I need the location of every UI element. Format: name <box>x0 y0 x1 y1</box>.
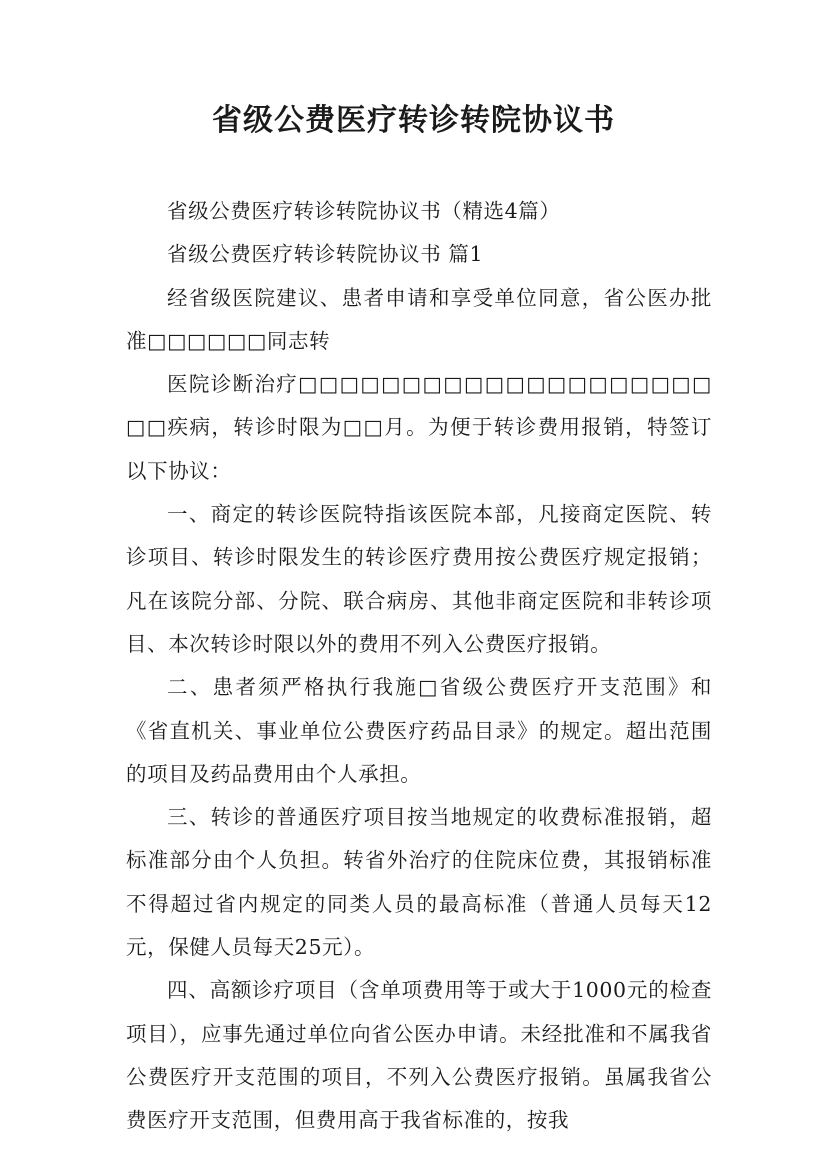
paragraph-clause-3: 三、转诊的普通医疗项目按当地规定的收费标准报销，超标准部分由个人负担。转省外治疗的住院床位费，其报销标准不得超过省内规定的同类人员的最高标准（普通人员每天12元，保健人员每天25元）。 <box>126 805 712 960</box>
paragraph-subtitle: 省级公费医疗转诊转院协议书（精选4篇） <box>167 199 561 223</box>
document-body <box>126 190 712 1143</box>
paragraph-section-heading: 省级公费医疗转诊转院协议书 篇1 <box>167 242 484 267</box>
paragraph-diagnosis: 医院诊断治疗□□□□□□□□□□□□□□□□□□□□□□疾病，转诊时限为□□月。为便于转诊费用报销，特签订以下协议： <box>126 372 712 483</box>
document-title: 省级公费医疗转诊转院协议书 <box>212 103 615 138</box>
paragraph-clause-1: 一、商定的转诊医院特指该医院本部，凡接商定医院、转诊项目、转诊时限发生的转诊医疗费用按公费医疗规定报销；凡在该院分部、分院、联合病房、其他非商定医院和非转诊项目、本次转诊时限以外的费用不列入公费医疗报销。 <box>126 502 712 656</box>
paragraph-clause-2: 二、患者须严格执行我施□省级公费医疗开支范围》和《省直机关、事业单位公费医疗药品目录》的规定。超出范围的项目及药品费用由个人承担。 <box>126 675 712 786</box>
paragraph-intro: 经省级医院建议、患者申请和享受单位同意，省公医办批准□□□□□□同志转 <box>126 285 712 353</box>
paragraph-clause-4: 四、高额诊疗项目（含单项费用等于或大于1000元的检查项目），应事先通过单位向省公医办申请。未经批准和不属我省公费医疗开支范围的项目，不列入公费医疗报销。虽属我省公费医疗开支范围，但费用高于我省标准的，按我 <box>126 978 712 1133</box>
